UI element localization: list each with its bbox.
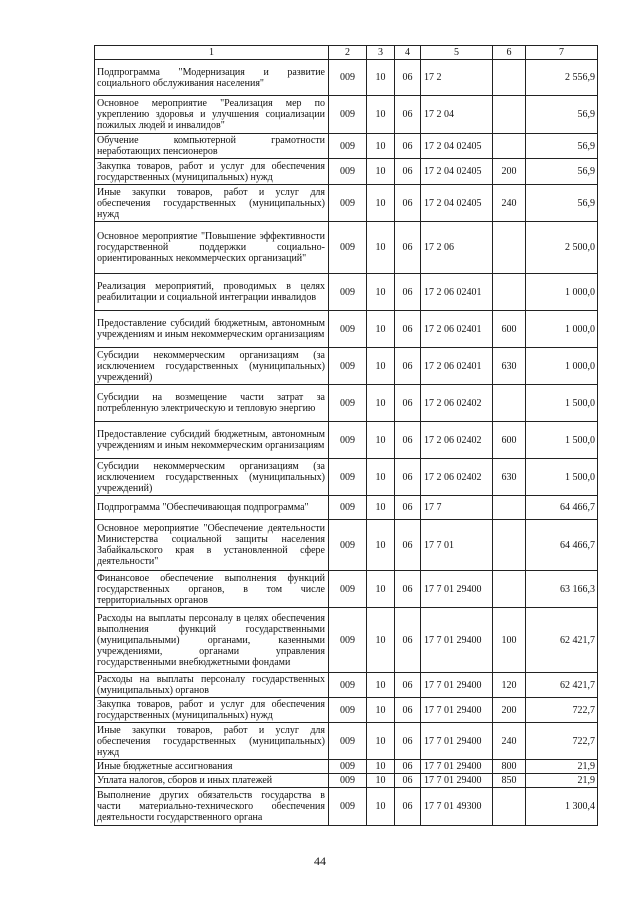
row-pr-cell: 06 — [395, 698, 421, 723]
row-rz-cell: 10 — [367, 422, 395, 459]
row-vr-cell — [493, 60, 526, 96]
row-vr-cell: 240 — [493, 723, 526, 760]
table-row — [95, 134, 598, 159]
row-rz-cell: 10 — [367, 673, 395, 698]
row-amount-cell: 63 166,3 — [526, 571, 598, 608]
table-row — [95, 385, 598, 422]
row-amount-cell: 1 500,0 — [526, 459, 598, 496]
row-pr-cell: 06 — [395, 159, 421, 185]
row-csr-cell: 17 2 04 02405 — [421, 185, 493, 222]
row-pr-cell: 06 — [395, 760, 421, 774]
row-amount-cell: 64 466,7 — [526, 520, 598, 571]
row-name-cell: Субсидии некоммерческим организациям (за исключением государственных (муниципальных) учреждений) — [95, 348, 329, 385]
row-amount-cell: 62 421,7 — [526, 673, 598, 698]
row-name-cell: Подпрограмма "Обеспечивающая подпрограмма" — [95, 496, 329, 520]
row-rz-cell: 10 — [367, 608, 395, 673]
row-ved-cell: 009 — [329, 159, 367, 185]
table-row — [95, 496, 598, 520]
row-amount-cell: 722,7 — [526, 698, 598, 723]
row-rz-cell: 10 — [367, 723, 395, 760]
table-row — [95, 422, 598, 459]
row-vr-cell: 630 — [493, 348, 526, 385]
table-row — [95, 96, 598, 134]
col-header-ved: 2 — [329, 46, 367, 60]
row-name-cell: Подпрограмма "Модернизация и развитие социального обслуживания населения" — [95, 60, 329, 96]
row-csr-cell: 17 2 06 02402 — [421, 385, 493, 422]
col-header-vr: 6 — [493, 46, 526, 60]
row-name-cell: Иные бюджетные ассигнования — [95, 760, 329, 774]
row-pr-cell: 06 — [395, 774, 421, 788]
row-pr-cell: 06 — [395, 459, 421, 496]
row-csr-cell: 17 2 06 02401 — [421, 274, 493, 311]
row-name-cell: Предоставление субсидий бюджетным, автономным учреждениям и иным некоммерческим организациям — [95, 311, 329, 348]
row-vr-cell: 200 — [493, 159, 526, 185]
row-vr-cell — [493, 222, 526, 274]
row-name-cell: Реализация мероприятий, проводимых в целях реабилитации и социальной интеграции инвалидов — [95, 274, 329, 311]
row-name-cell: Основное мероприятие "Реализация мер по укреплению здоровья и улучшения социализации пожилых людей и инвалидов" — [95, 96, 329, 134]
row-vr-cell — [493, 134, 526, 159]
row-csr-cell: 17 2 04 — [421, 96, 493, 134]
row-rz-cell: 10 — [367, 96, 395, 134]
row-pr-cell: 06 — [395, 185, 421, 222]
row-pr-cell: 06 — [395, 385, 421, 422]
row-ved-cell: 009 — [329, 723, 367, 760]
row-rz-cell: 10 — [367, 698, 395, 723]
table-row — [95, 788, 598, 826]
row-amount-cell: 722,7 — [526, 723, 598, 760]
row-name-cell: Финансовое обеспечение выполнения функций государственных органов, в том числе территориальных органов — [95, 571, 329, 608]
row-ved-cell: 009 — [329, 274, 367, 311]
row-name-cell: Закупка товаров, работ и услуг для обеспечения государственных (муниципальных) нужд — [95, 159, 329, 185]
row-ved-cell: 009 — [329, 311, 367, 348]
row-rz-cell: 10 — [367, 459, 395, 496]
row-amount-cell: 1 500,0 — [526, 422, 598, 459]
budget-table — [94, 45, 598, 826]
row-amount-cell: 1 000,0 — [526, 348, 598, 385]
table-row — [95, 774, 598, 788]
row-csr-cell: 17 7 01 29400 — [421, 723, 493, 760]
row-rz-cell: 10 — [367, 520, 395, 571]
row-name-cell: Иные закупки товаров, работ и услуг для обеспечения государственных (муниципальных) нужд — [95, 185, 329, 222]
row-csr-cell: 17 7 01 29400 — [421, 698, 493, 723]
row-vr-cell: 800 — [493, 760, 526, 774]
table-row — [95, 348, 598, 385]
row-pr-cell: 06 — [395, 673, 421, 698]
table-row — [95, 222, 598, 274]
col-header-pr: 4 — [395, 46, 421, 60]
row-vr-cell — [493, 496, 526, 520]
row-pr-cell: 06 — [395, 608, 421, 673]
row-amount-cell: 64 466,7 — [526, 496, 598, 520]
row-ved-cell: 009 — [329, 222, 367, 274]
row-name-cell: Предоставление субсидий бюджетным, автономным учреждениям и иным некоммерческим организациям — [95, 422, 329, 459]
row-ved-cell: 009 — [329, 496, 367, 520]
row-vr-cell: 100 — [493, 608, 526, 673]
row-vr-cell — [493, 520, 526, 571]
row-csr-cell: 17 7 01 29400 — [421, 673, 493, 698]
row-name-cell: Расходы на выплаты персоналу в целях обеспечения выполнения функций государственными (муниципальными) органами, казенными учреждениями, органами управления государственными внебюджетными фондами — [95, 608, 329, 673]
table-row — [95, 760, 598, 774]
row-vr-cell: 600 — [493, 311, 526, 348]
row-vr-cell: 200 — [493, 698, 526, 723]
row-name-cell: Обучение компьютерной грамотности неработающих пенсионеров — [95, 134, 329, 159]
row-vr-cell — [493, 274, 526, 311]
row-vr-cell: 630 — [493, 459, 526, 496]
row-rz-cell: 10 — [367, 348, 395, 385]
table-row — [95, 60, 598, 96]
row-amount-cell: 21,9 — [526, 774, 598, 788]
row-name-cell: Выполнение других обязательств государства в части материально-технического обеспечения деятельности государственного органа — [95, 788, 329, 826]
row-pr-cell: 06 — [395, 222, 421, 274]
row-amount-cell: 56,9 — [526, 96, 598, 134]
row-csr-cell: 17 7 01 29400 — [421, 571, 493, 608]
row-vr-cell: 240 — [493, 185, 526, 222]
row-vr-cell — [493, 571, 526, 608]
row-ved-cell: 009 — [329, 348, 367, 385]
row-ved-cell: 009 — [329, 134, 367, 159]
row-amount-cell: 62 421,7 — [526, 608, 598, 673]
row-pr-cell: 06 — [395, 571, 421, 608]
row-amount-cell: 56,9 — [526, 159, 598, 185]
row-pr-cell: 06 — [395, 788, 421, 826]
row-name-cell: Субсидии на возмещение части затрат за потребленную электрическую и тепловую энергию — [95, 385, 329, 422]
row-csr-cell: 17 7 — [421, 496, 493, 520]
table-row — [95, 520, 598, 571]
row-pr-cell: 06 — [395, 496, 421, 520]
row-csr-cell: 17 2 04 02405 — [421, 159, 493, 185]
row-csr-cell: 17 7 01 — [421, 520, 493, 571]
row-amount-cell: 1 000,0 — [526, 311, 598, 348]
row-name-cell: Уплата налогов, сборов и иных платежей — [95, 774, 329, 788]
row-vr-cell: 120 — [493, 673, 526, 698]
row-csr-cell: 17 7 01 29400 — [421, 774, 493, 788]
row-pr-cell: 06 — [395, 723, 421, 760]
row-amount-cell: 2 500,0 — [526, 222, 598, 274]
col-header-csr: 5 — [421, 46, 493, 60]
row-rz-cell: 10 — [367, 788, 395, 826]
row-ved-cell: 009 — [329, 60, 367, 96]
col-header-name: 1 — [95, 46, 329, 60]
row-ved-cell: 009 — [329, 571, 367, 608]
row-rz-cell: 10 — [367, 159, 395, 185]
row-ved-cell: 009 — [329, 185, 367, 222]
row-ved-cell: 009 — [329, 96, 367, 134]
row-ved-cell: 009 — [329, 774, 367, 788]
row-pr-cell: 06 — [395, 311, 421, 348]
row-rz-cell: 10 — [367, 60, 395, 96]
row-csr-cell: 17 2 04 02405 — [421, 134, 493, 159]
row-ved-cell: 009 — [329, 698, 367, 723]
table-row — [95, 159, 598, 185]
page-number: 44 — [314, 854, 326, 868]
row-vr-cell — [493, 788, 526, 826]
row-pr-cell: 06 — [395, 96, 421, 134]
row-amount-cell: 1 500,0 — [526, 385, 598, 422]
table-body — [95, 60, 598, 826]
row-name-cell: Субсидии некоммерческим организациям (за исключением государственных (муниципальных) учреждений) — [95, 459, 329, 496]
row-rz-cell: 10 — [367, 274, 395, 311]
row-rz-cell: 10 — [367, 385, 395, 422]
row-ved-cell: 009 — [329, 459, 367, 496]
row-vr-cell: 600 — [493, 422, 526, 459]
table-row — [95, 723, 598, 760]
table-row — [95, 571, 598, 608]
row-pr-cell: 06 — [395, 60, 421, 96]
row-amount-cell: 21,9 — [526, 760, 598, 774]
row-amount-cell: 56,9 — [526, 185, 598, 222]
table-row — [95, 185, 598, 222]
row-ved-cell: 009 — [329, 520, 367, 571]
row-vr-cell — [493, 96, 526, 134]
row-name-cell: Основное мероприятие "Обеспечение деятельности Министерства социальной защиты населения Забайкальского края в установленной сфере деятельности" — [95, 520, 329, 571]
row-pr-cell: 06 — [395, 348, 421, 385]
row-csr-cell: 17 2 — [421, 60, 493, 96]
row-pr-cell: 06 — [395, 134, 421, 159]
row-vr-cell — [493, 385, 526, 422]
row-rz-cell: 10 — [367, 774, 395, 788]
row-pr-cell: 06 — [395, 422, 421, 459]
row-ved-cell: 009 — [329, 673, 367, 698]
row-rz-cell: 10 — [367, 222, 395, 274]
col-header-amount: 7 — [526, 46, 598, 60]
row-csr-cell: 17 2 06 02402 — [421, 459, 493, 496]
row-amount-cell: 1 000,0 — [526, 274, 598, 311]
row-rz-cell: 10 — [367, 571, 395, 608]
row-csr-cell: 17 7 01 29400 — [421, 760, 493, 774]
table-row — [95, 608, 598, 673]
row-vr-cell: 850 — [493, 774, 526, 788]
row-ved-cell: 009 — [329, 422, 367, 459]
row-name-cell: Основное мероприятие "Повышение эффективности государственной поддержки социально-ориентированных некоммерческих организаций" — [95, 222, 329, 274]
table-row — [95, 311, 598, 348]
table-row — [95, 673, 598, 698]
row-name-cell: Иные закупки товаров, работ и услуг для обеспечения государственных (муниципальных) нужд — [95, 723, 329, 760]
row-rz-cell: 10 — [367, 760, 395, 774]
row-csr-cell: 17 2 06 — [421, 222, 493, 274]
row-csr-cell: 17 2 06 02401 — [421, 348, 493, 385]
row-ved-cell: 009 — [329, 760, 367, 774]
row-rz-cell: 10 — [367, 311, 395, 348]
row-rz-cell: 10 — [367, 185, 395, 222]
row-amount-cell: 1 300,4 — [526, 788, 598, 826]
row-csr-cell: 17 2 06 02401 — [421, 311, 493, 348]
row-csr-cell: 17 7 01 29400 — [421, 608, 493, 673]
row-name-cell: Расходы на выплаты персоналу государственных (муниципальных) органов — [95, 673, 329, 698]
row-rz-cell: 10 — [367, 496, 395, 520]
row-rz-cell: 10 — [367, 134, 395, 159]
header-row — [95, 46, 598, 60]
table-row — [95, 274, 598, 311]
row-name-cell: Закупка товаров, работ и услуг для обеспечения государственных (муниципальных) нужд — [95, 698, 329, 723]
row-pr-cell: 06 — [395, 520, 421, 571]
row-csr-cell: 17 7 01 49300 — [421, 788, 493, 826]
row-csr-cell: 17 2 06 02402 — [421, 422, 493, 459]
row-ved-cell: 009 — [329, 385, 367, 422]
row-pr-cell: 06 — [395, 274, 421, 311]
table-row — [95, 698, 598, 723]
col-header-rz: 3 — [367, 46, 395, 60]
table-row — [95, 459, 598, 496]
row-amount-cell: 56,9 — [526, 134, 598, 159]
row-ved-cell: 009 — [329, 788, 367, 826]
row-ved-cell: 009 — [329, 608, 367, 673]
row-amount-cell: 2 556,9 — [526, 60, 598, 96]
